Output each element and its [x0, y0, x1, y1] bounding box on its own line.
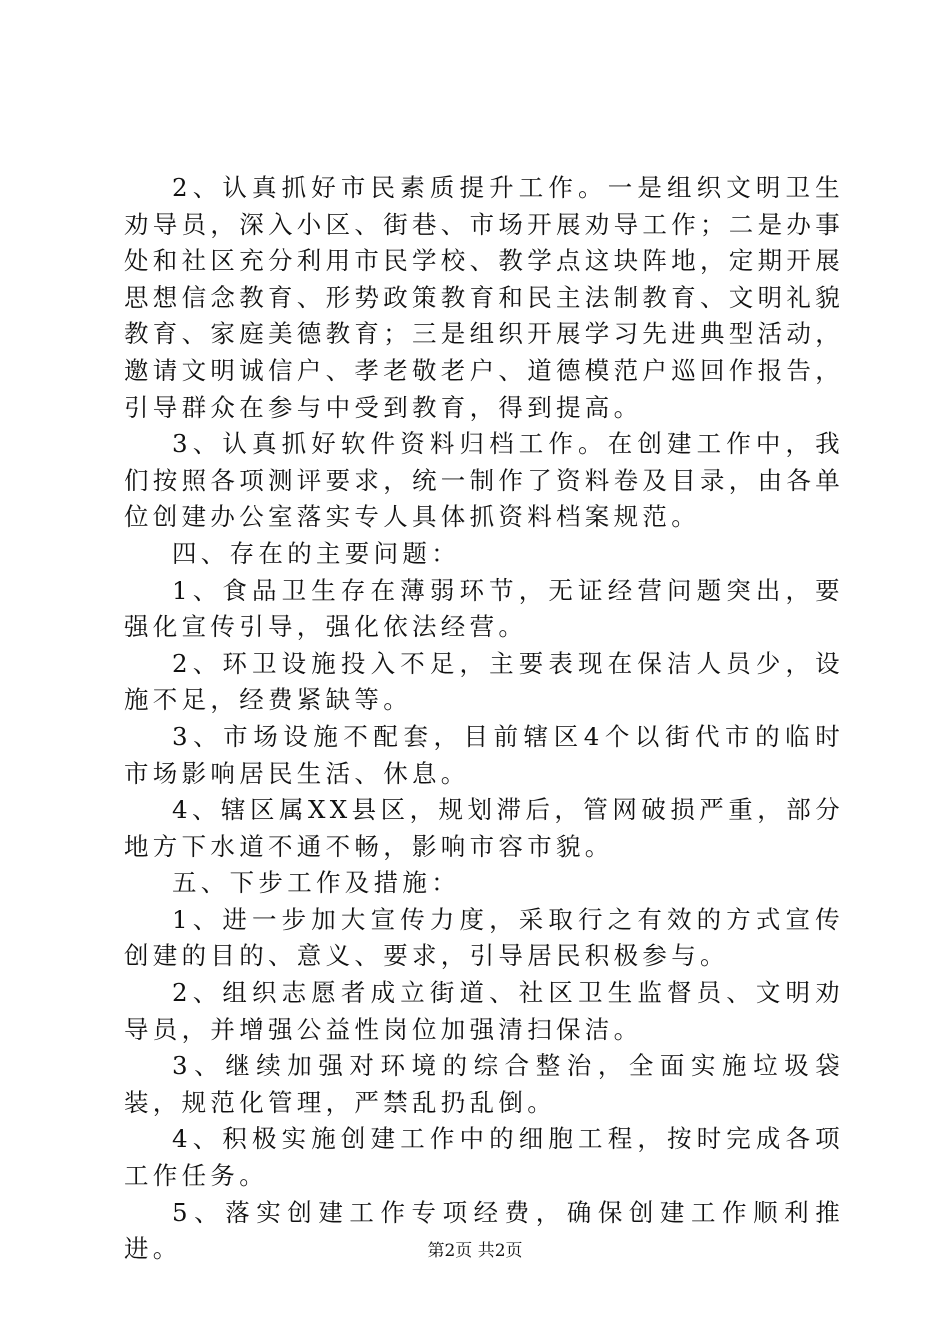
paragraph: 3、继续加强对环境的综合整治，全面实施垃圾袋装，规范化管理，严禁乱扔乱倒。: [124, 1051, 844, 1117]
paragraph: 3、认真抓好软件资料归档工作。在创建工作中，我们按照各项测评要求，统一制作了资料卷及目录，由各单位创建办公室落实专人具体抓资料档案规范。: [124, 429, 844, 532]
paragraph: 1、食品卫生存在薄弱环节，无证经营问题突出，要强化宣传引导，强化依法经营。: [124, 575, 844, 642]
paragraph: 2、组织志愿者成立街道、社区卫生监督员、文明劝导员，并增强公益性岗位加强清扫保洁。: [124, 978, 844, 1044]
paragraph: 4、积极实施创建工作中的细胞工程，按时完成各项工作任务。: [124, 1124, 844, 1191]
paragraph: 1、进一步加大宣传力度，采取行之有效的方式宣传创建的目的、意义、要求，引导居民积极参与。: [124, 904, 844, 971]
paragraph: 5、落实创建工作专项经费，确保创建工作顺利推进。: [124, 1197, 844, 1264]
paragraph: 2、认真抓好市民素质提升工作。一是组织文明卫生劝导员，深入小区、街巷、市场开展劝导工作；二是办事处和社区充分利用市民学校、教学点这块阵地，定期开展思想信念教育、形势政策教育和民主法制教育、文明礼貌教育、家庭美德教育；三是组织开展学习先进典型活动，邀请文明诚信户、孝老敬老户、道德模范户巡回作报告，引导群众在参与中受到教育，得到提高。: [124, 173, 844, 422]
section-heading: 五、下步工作及措施：: [172, 868, 460, 898]
section-heading: 四、存在的主要问题：: [172, 538, 460, 568]
document-body: [124, 170, 844, 1268]
paragraph: 4、辖区属XX县区，规划滞后，管网破损严重，部分地方下水道不通不畅，影响市容市貌。: [124, 795, 844, 861]
paragraph: 3、市场设施不配套，目前辖区4个以街代市的临时市场影响居民生活、休息。: [124, 721, 844, 788]
page-footer: 第2页 共2页: [427, 1241, 523, 1261]
paragraph: 2、环卫设施投入不足，主要表现在保洁人员少，设施不足，经费紧缺等。: [124, 648, 844, 715]
